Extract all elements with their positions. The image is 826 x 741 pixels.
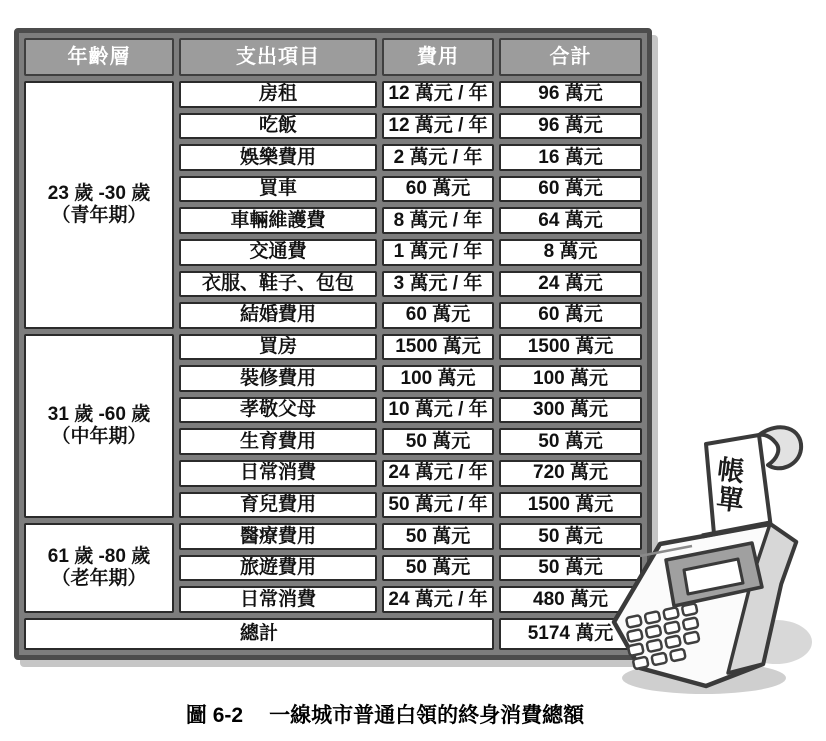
total-cell: 50 萬元 [499,428,642,455]
total-cell: 24 萬元 [499,271,642,298]
total-cell: 96 萬元 [499,113,642,140]
fee-cell: 8 萬元 / 年 [382,207,494,234]
lifetime-spending-table [14,28,652,660]
figure-number: 圖 6-2 [185,704,244,727]
fee-cell: 60 萬元 [382,302,494,329]
fee-cell: 50 萬元 / 年 [382,492,494,519]
total-cell: 8 萬元 [499,239,642,266]
item-cell: 孝敬父母 [179,397,377,424]
total-cell: 64 萬元 [499,207,642,234]
total-cell: 50 萬元 [499,523,642,550]
age-group-label: 31 歲 -60 歲 [47,404,151,426]
svg-text:單: 單 [715,483,746,517]
fee-cell: 50 萬元 [382,555,494,582]
total-cell: 96 萬元 [499,81,642,108]
total-cell: 720 萬元 [499,460,642,487]
fee-cell: 60 萬元 [382,176,494,203]
total-cell: 50 萬元 [499,555,642,582]
fee-cell: 50 萬元 [382,523,494,550]
header-expense-item: 支出項目 [179,38,377,76]
item-cell: 買房 [179,334,377,361]
svg-text:帳: 帳 [715,454,747,488]
item-cell: 娛樂費用 [179,144,377,171]
age-group-youth [24,81,174,329]
item-cell: 房租 [179,81,377,108]
item-cell: 日常消費 [179,586,377,613]
age-group-sublabel: （青年期） [51,204,147,226]
header-fee: 費用 [382,38,494,76]
header-total: 合計 [499,38,642,76]
item-cell: 車輛維護費 [179,207,377,234]
total-cell: 480 萬元 [499,586,642,613]
fee-cell: 10 萬元 / 年 [382,397,494,424]
item-cell: 日常消費 [179,460,377,487]
age-group-sublabel: （中年期） [51,425,147,447]
header-age-group: 年齡層 [24,38,174,76]
total-cell: 16 萬元 [499,144,642,171]
item-cell: 生育費用 [179,428,377,455]
total-cell: 100 萬元 [499,365,642,392]
item-cell: 交通費 [179,239,377,266]
item-cell: 結婚費用 [179,302,377,329]
figure-caption [0,699,770,729]
item-cell: 裝修費用 [179,365,377,392]
grand-total-value: 5174 萬元 [499,618,642,650]
fee-cell: 24 萬元 / 年 [382,460,494,487]
item-cell: 旅遊費用 [179,555,377,582]
fee-cell: 24 萬元 / 年 [382,586,494,613]
fee-cell: 2 萬元 / 年 [382,144,494,171]
total-cell: 60 萬元 [499,302,642,329]
fee-cell: 3 萬元 / 年 [382,271,494,298]
figure-title: 一線城市普通白領的終身消費總額 [269,704,585,727]
item-cell: 買車 [179,176,377,203]
item-cell: 衣服、鞋子、包包 [179,271,377,298]
receipt-calculator-illustration [600,410,826,710]
age-group-sublabel: （老年期） [51,568,147,590]
age-group-middle [24,334,174,519]
age-group-label: 23 歲 -30 歲 [47,183,151,204]
item-cell: 育兒費用 [179,492,377,519]
fee-cell: 50 萬元 [382,428,494,455]
fee-cell: 1 萬元 / 年 [382,239,494,266]
fee-cell: 100 萬元 [382,365,494,392]
age-group-senior [24,523,174,613]
grand-total-label: 總計 [24,618,494,650]
fee-cell: 12 萬元 / 年 [382,113,494,140]
age-group-label: 61 歲 -80 歲 [47,546,151,568]
item-cell: 吃飯 [179,113,377,140]
total-cell: 1500 萬元 [499,334,642,361]
total-cell: 1500 萬元 [499,492,642,519]
total-cell: 60 萬元 [499,176,642,203]
item-cell: 醫療費用 [179,523,377,550]
fee-cell: 1500 萬元 [382,334,494,361]
total-cell: 300 萬元 [499,397,642,424]
fee-cell: 12 萬元 / 年 [382,81,494,108]
